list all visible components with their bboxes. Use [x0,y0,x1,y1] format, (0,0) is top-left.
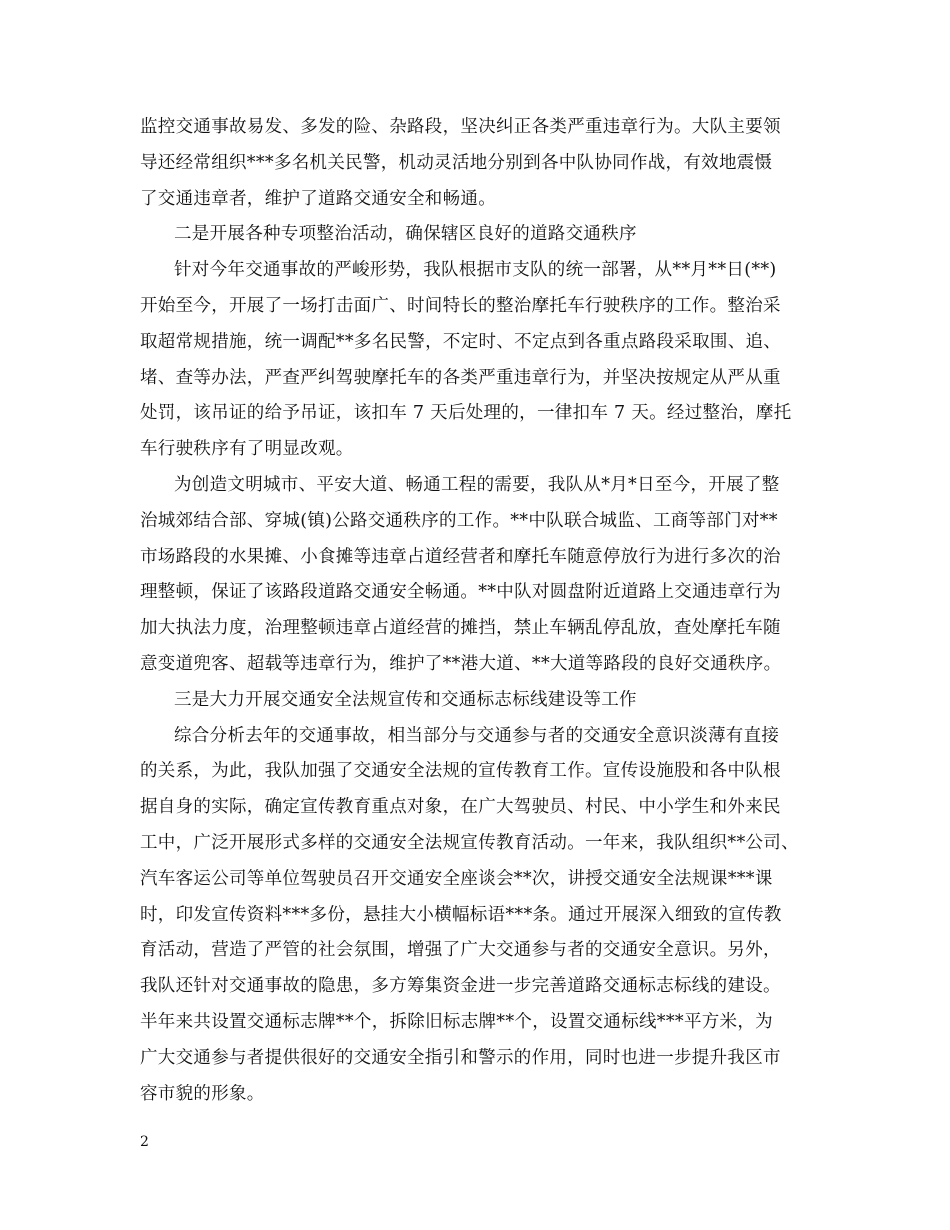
text-line: 我队还针对交通事故的隐患，多方筹集资金进一步完善道路交通标志标线的建设。 [140,976,781,997]
text-line: 取超常规措施，统一调配**多名民警，不定时、不定点到各重点路段采取围、追、 [140,331,782,352]
text-line: 时，印发宣传资料***多份，悬挂大小横幅标语***条。通过开展深入细致的宣传教 [140,904,782,925]
text-line: 育活动，营造了严管的社会氛围，增强了广大交通参与者的交通安全意识。另外， [140,940,781,961]
text-line: 针对今年交通事故的严峻形势，我队根据市支队的统一部署，从**月**日(**) [174,260,777,281]
text-line: 堵、查等办法，严查严纠驾驶摩托车的各类严重违章行为，并坚决按规定从严从重 [140,367,781,388]
text-line: 半年来共设置交通标志牌**个，拆除旧标志牌**个，设置交通标线***平方米，为 [140,1011,773,1032]
text-line: 容市貌的形象。 [140,1083,265,1104]
text-line: 广大交通参与者提供很好的交通安全指引和警示的作用，同时也进一步提升我区市 [140,1047,781,1068]
text-line: 市场路段的水果摊、小食摊等违章占道经营者和摩托车随意停放行为进行多次的治 [140,546,781,567]
text-line: 的关系，为此，我队加强了交通安全法规的宣传教育工作。宣传设施股和各中队根 [140,761,781,782]
text-line: 开始至今，开展了一场打击面广、时间特长的整治摩托车行驶秩序的工作。整治采 [140,295,781,316]
text-line: 理整顿，保证了该路段道路交通安全畅通。**中队对圆盘附近道路上交通违章行为 [140,582,782,603]
page-number: 2 [140,1134,149,1150]
document-body [140,110,830,1112]
text-line: 监控交通事故易发、多发的险、杂路段，坚决纠正各类严重违章行为。大队主要领 [140,117,781,137]
text-line: 了交通违章者，维护了道路交通安全和畅通。 [140,188,496,209]
text-line: 导还经常组织***多名机关民警，机动灵活地分别到各中队协同作战，有效地震慑 [140,152,773,173]
text-line: 综合分析去年的交通事故，相当部分与交通参与者的交通安全意识淡薄有直接 [174,725,780,746]
section-heading: 二是开展各种专项整治活动，确保辖区良好的道路交通秩序 [174,224,637,245]
text-line: 加大执法力度，治理整顿违章占道经营的摊挡，禁止车辆乱停乱放，查处摩托车随 [140,618,781,639]
text-line: 汽车客运公司等单位驾驶员召开交通安全座谈会**次，讲授交通安全法规课***课 [140,868,773,889]
text-line: 为创造文明城市、平安大道、畅通工程的需要，我队从*月*日至今，开展了整 [174,474,780,495]
text-line: 治城郊结合部、穿城(镇)公路交通秩序的工作。**中队联合城监、工商等部门对** [140,510,778,531]
text-line: 处罚，该吊证的给予吊证，该扣车 7 天后处理的，一律扣车 7 天。经过整治，摩托 [140,403,792,424]
text-line: 车行驶秩序有了明显改观。 [140,439,354,460]
text-line: 据自身的实际，确定宣传教育重点对象，在广大驾驶员、村民、中小学生和外来民 [140,797,781,818]
text-line: 意变道兜客、超载等违章行为，维护了**港大道、**大道等路段的良好交通秩序。 [140,653,782,674]
section-heading: 三是大力开展交通安全法规宣传和交通标志标线建设等工作 [174,689,637,710]
text-line: 工中，广泛开展形式多样的交通安全法规宣传教育活动。一年来，我队组织**公司、 [140,832,799,853]
